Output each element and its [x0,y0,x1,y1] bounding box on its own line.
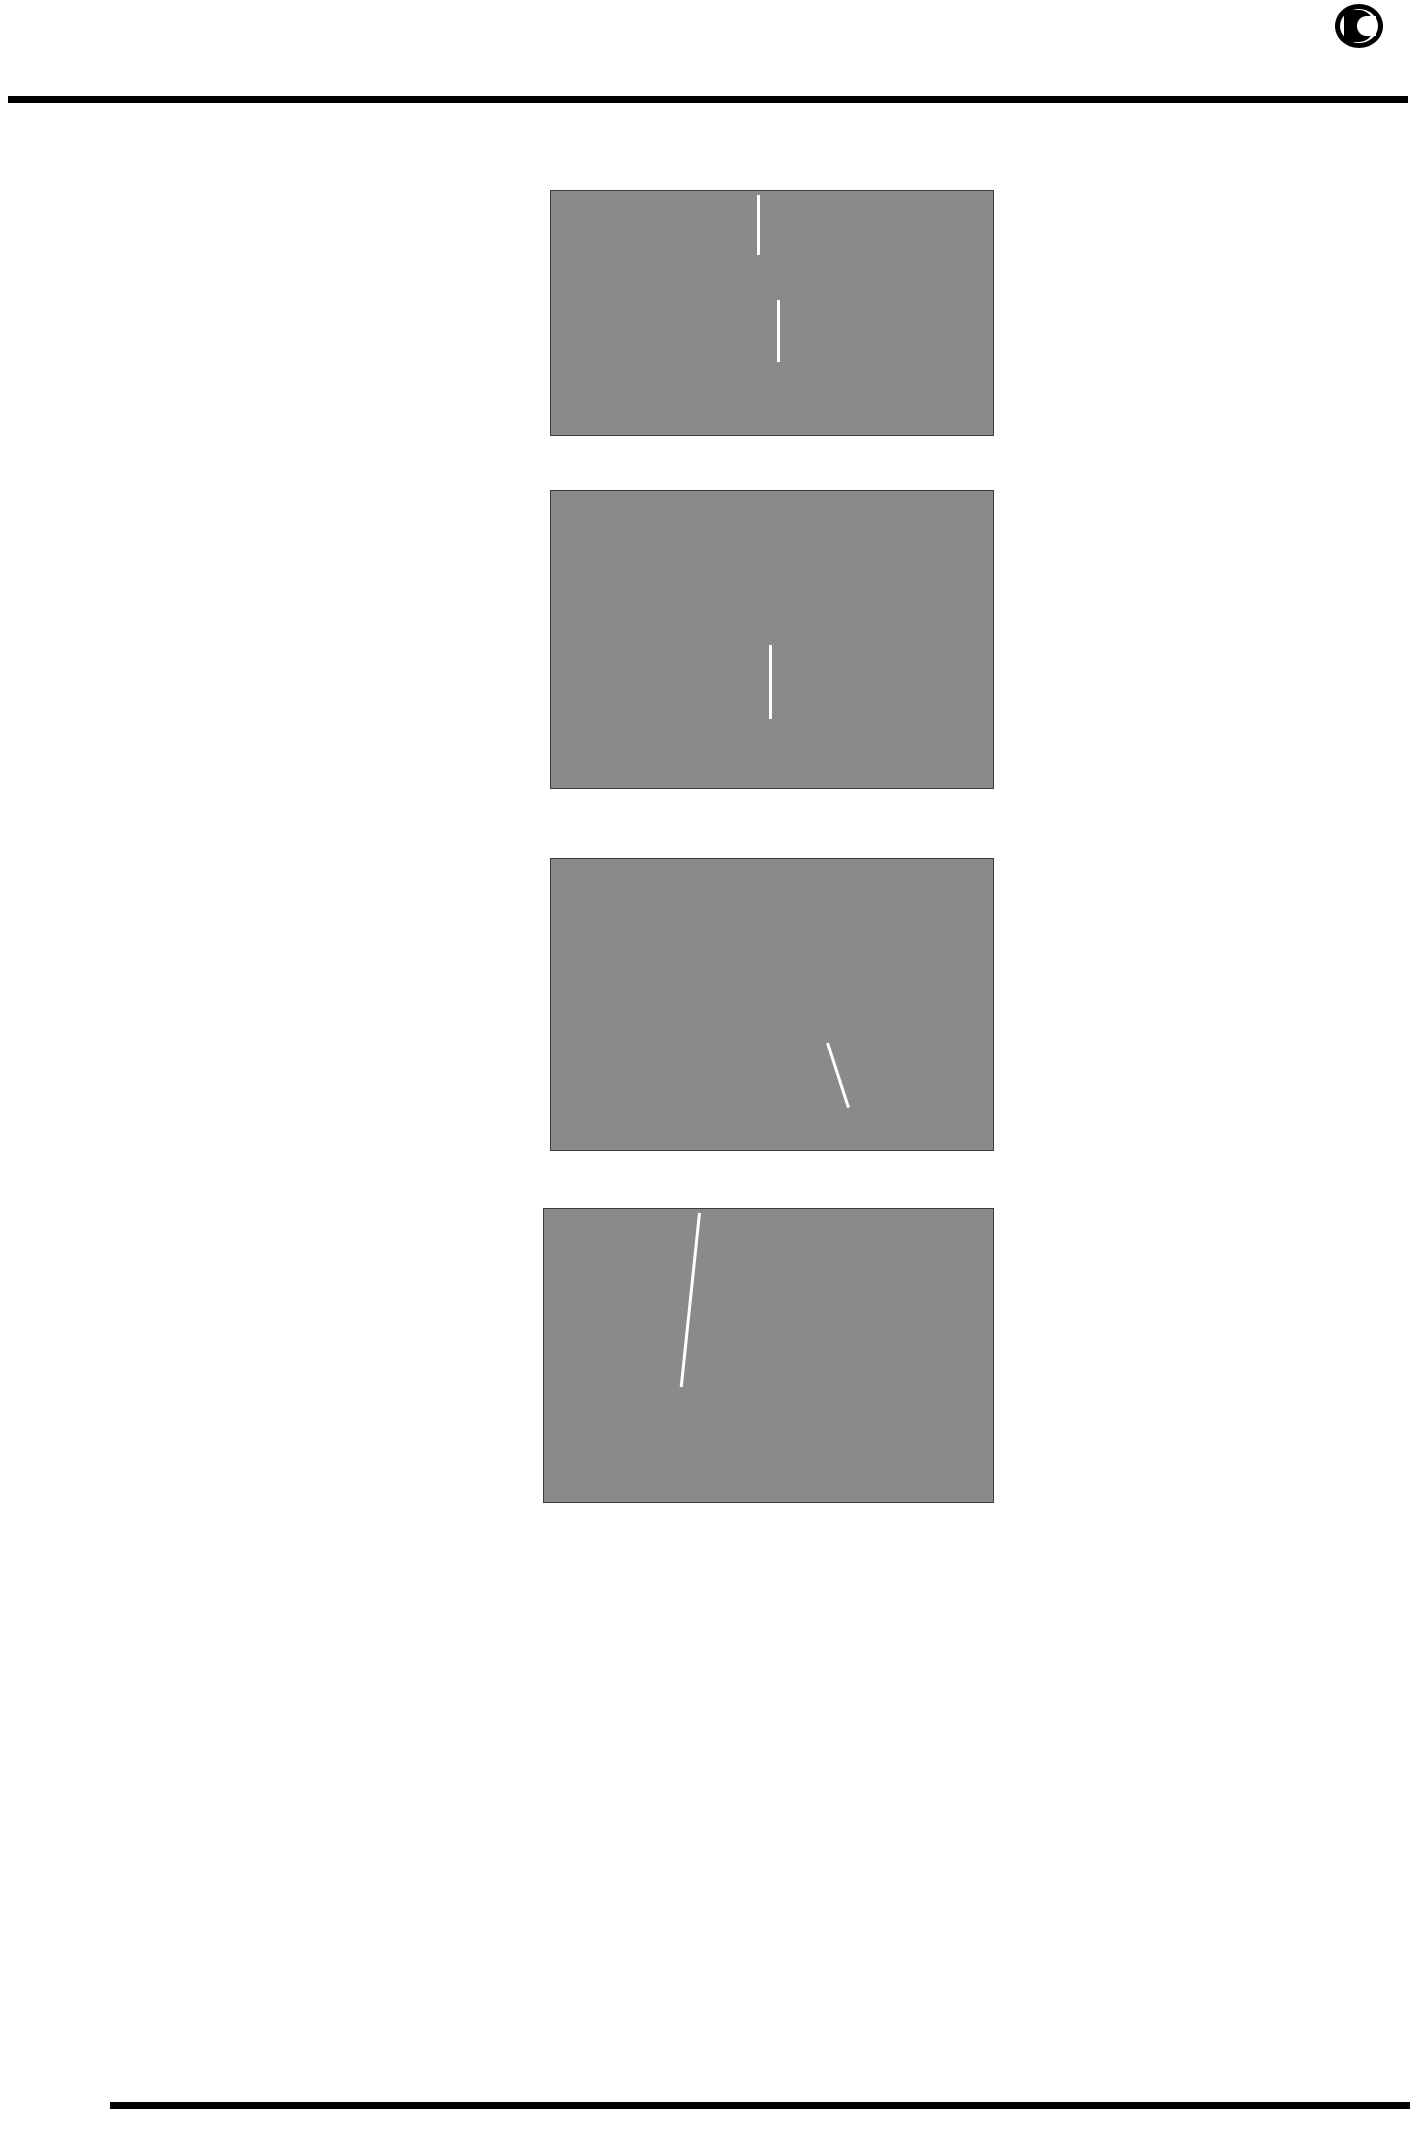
figure-image [551,491,993,788]
kymco-logo [1335,4,1395,50]
leader-line-acg [777,300,780,362]
figure-auto-bystarter-photo [550,190,994,436]
header-divider [8,96,1408,103]
footer-divider [110,2102,1410,2109]
figure-image [551,191,993,435]
figure-starter-relay-photo [550,490,994,789]
figure-image [544,1209,993,1502]
figure-image [551,859,993,1150]
page-header [0,0,1419,110]
leader-line-auto-bystarter [757,195,760,255]
leader-line-starter-relay [769,645,772,719]
figure-drive-belt-cover-photo [543,1208,994,1503]
figure-carburetor-photo [550,858,994,1151]
kymco-logo-icon [1335,4,1387,50]
